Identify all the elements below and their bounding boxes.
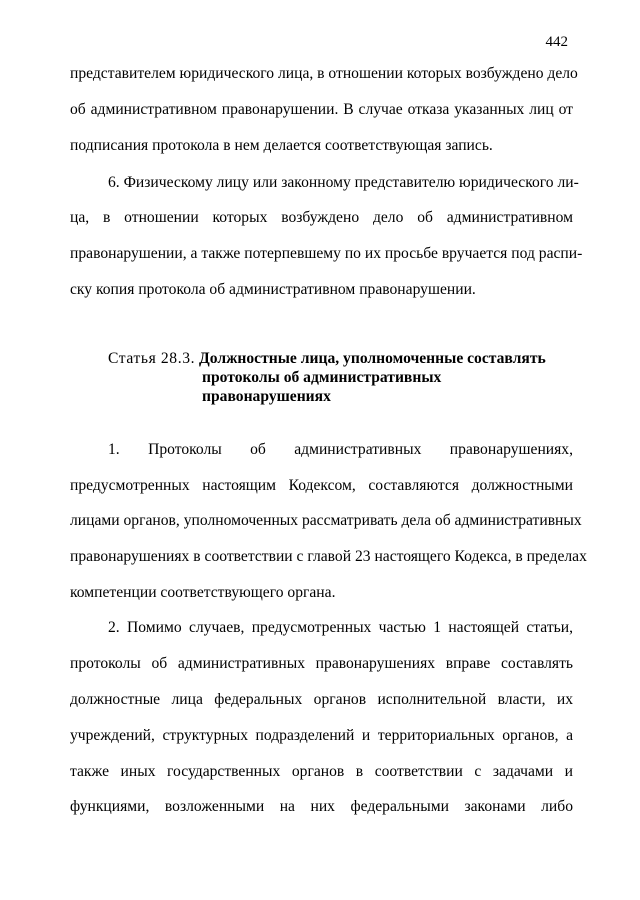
paragraph-line: лицами органов, уполномоченных рассматривать дела об административных <box>70 512 582 529</box>
article-heading <box>108 349 546 405</box>
paragraph-line: 1. Протоколы об административных правонарушениях, <box>108 441 573 458</box>
paragraph-line: учреждений, структурных подразделений и территориальных органов, а <box>70 727 573 744</box>
paragraph-line: представителем юридического лица, в отношении которых возбуждено дело <box>70 65 578 82</box>
page-number: 442 <box>545 34 568 50</box>
article-label: Статья 28.3. <box>108 350 196 367</box>
paragraph-line: компетенции соответствующего органа. <box>70 584 336 601</box>
paragraph-line: предусмотренных настоящим Кодексом, составляются должностными <box>70 477 573 494</box>
paragraph-line: ца, в отношении которых возбуждено дело об административном <box>70 209 573 226</box>
article-title: правонарушениях <box>202 388 331 405</box>
paragraph-line: 2. Помимо случаев, предусмотренных частью 1 настоящей статьи, <box>108 619 573 636</box>
paragraph-line: протоколы об административных правонарушениях вправе составлять <box>70 655 573 672</box>
paragraph-line: об административном правонарушении. В случае отказа указанных лиц от <box>70 101 573 118</box>
paragraph-line: должностные лица федеральных органов исполнительной власти, их <box>70 691 573 708</box>
paragraph-line: 6. Физическому лицу или законному представителю юридического ли- <box>108 174 579 191</box>
paragraph-line: ску копия протокола об административном правонарушении. <box>70 281 476 298</box>
article-title: протоколы об административных <box>202 369 442 386</box>
paragraph-line: функциями, возложенными на них федеральными законами либо <box>70 798 573 815</box>
article-title: Должностные лица, уполномоченные составлять <box>199 350 546 367</box>
paragraph-line: правонарушениях в соответствии с главой 23 настоящего Кодекса, в пределах <box>70 548 587 565</box>
paragraph-line: подписания протокола в нем делается соответствующая запись. <box>70 137 493 154</box>
paragraph-line: также иных государственных органов в соответствии с задачами и <box>70 763 573 780</box>
paragraph-line: правонарушении, а также потерпевшему по их просьбе вручается под распи- <box>70 245 583 262</box>
